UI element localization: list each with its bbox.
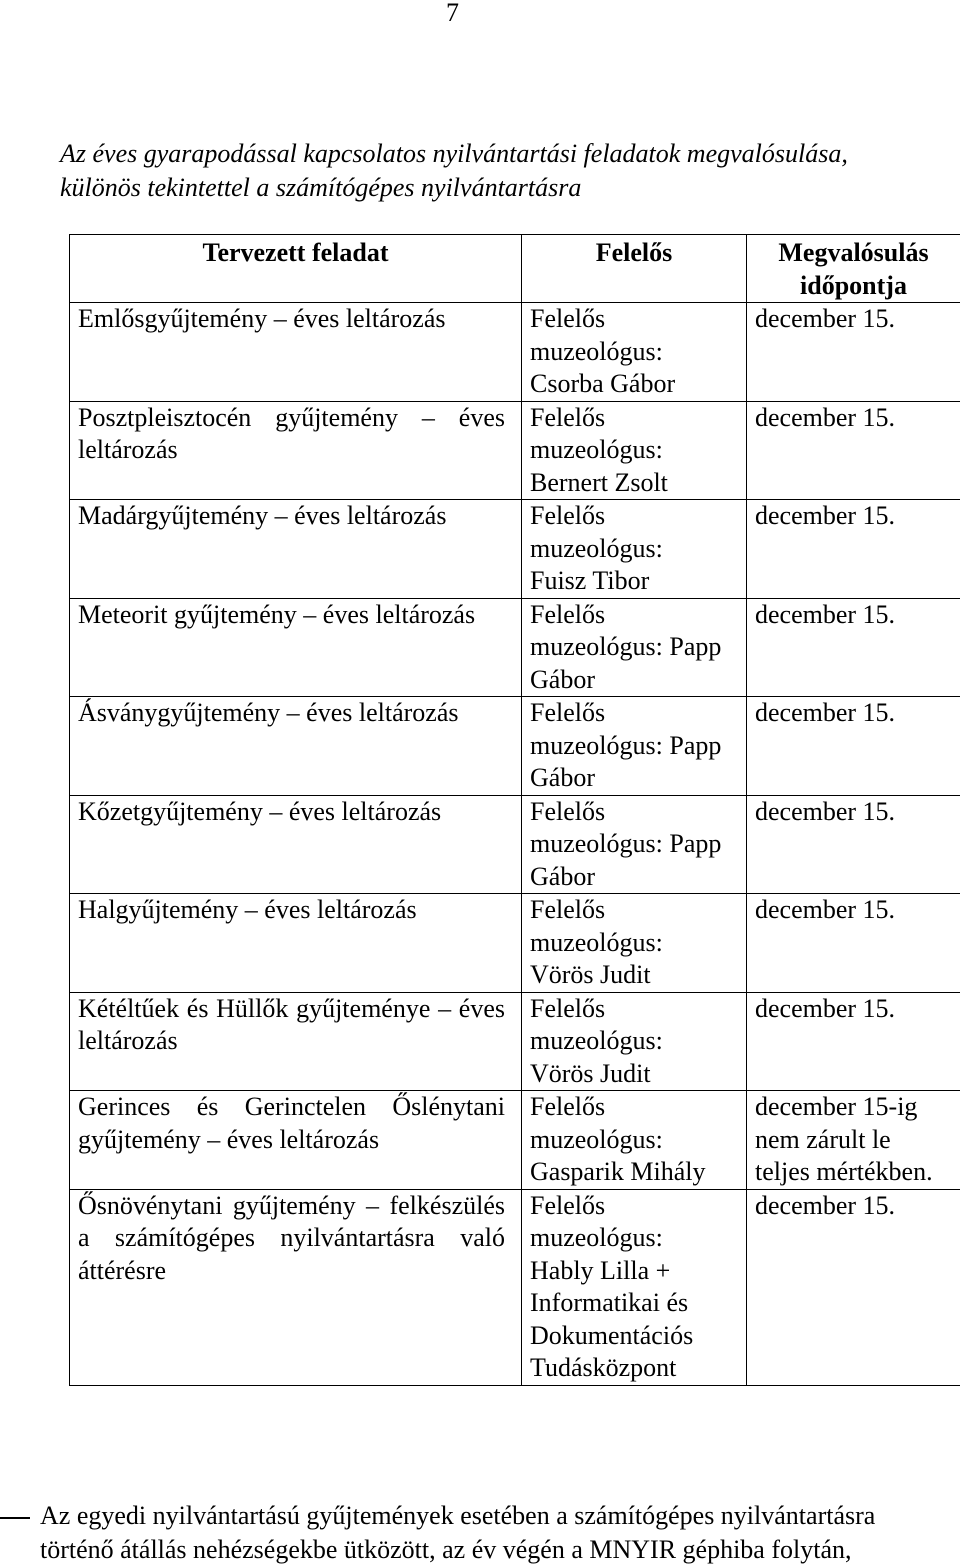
responsible-line: muzeológus: (530, 533, 740, 566)
responsible-line: Gábor (530, 861, 740, 894)
responsible-cell (522, 303, 747, 402)
responsible-line: Felelős (530, 500, 740, 533)
footnote-dash (0, 1517, 30, 1519)
date-line: december 15. (755, 796, 960, 829)
responsible-line: muzeológus: (530, 1124, 740, 1157)
task-cell: Posztpleisztocén gyűjtemény – éves leltározás (70, 401, 522, 500)
responsible-line: Felelős (530, 599, 740, 632)
task-cell: Gerinces és Gerinctelen Őslénytani gyűjtemény – éves leltározás (70, 1091, 522, 1190)
table-row (70, 598, 960, 697)
task-cell: Emlősgyűjtemény – éves leltározás (70, 303, 522, 402)
responsible-line: Vörös Judit (530, 959, 740, 992)
footnote-line-2: történő átállás nehézségekbe ütközött, az év végén a MNYIR géphiba folytán, (40, 1533, 960, 1567)
header-date-line-1: Megvalósulás (747, 237, 960, 270)
date-line: december 15-ig (755, 1091, 960, 1124)
responsible-line: muzeológus: (530, 927, 740, 960)
responsible-line: muzeológus: (530, 1222, 740, 1255)
responsible-line: Gábor (530, 762, 740, 795)
responsible-cell (522, 1091, 747, 1190)
responsible-cell (522, 894, 747, 993)
task-cell: Kétéltűek és Hüllők gyűjteménye – éves leltározás (70, 992, 522, 1091)
responsible-line: muzeológus: (530, 434, 740, 467)
responsible-cell (522, 500, 747, 599)
responsible-cell (522, 598, 747, 697)
date-line: nem zárult le (755, 1124, 960, 1157)
responsible-line: Felelős (530, 1190, 740, 1223)
date-cell (747, 992, 960, 1091)
task-cell: Madárgyűjtemény – éves leltározás (70, 500, 522, 599)
table-row (70, 1189, 960, 1385)
date-cell (747, 795, 960, 894)
responsible-line: Bernert Zsolt (530, 467, 740, 500)
footnote (0, 1499, 960, 1567)
date-cell (747, 500, 960, 599)
table-row (70, 795, 960, 894)
date-cell (747, 1189, 960, 1385)
date-cell (747, 303, 960, 402)
responsible-line: Felelős (530, 1091, 740, 1124)
responsible-cell (522, 1189, 747, 1385)
table-row (70, 894, 960, 993)
table-row (70, 401, 960, 500)
table-header-row (70, 235, 960, 303)
task-cell: Ősnövénytani gyűjtemény – felkészülés a számítógépes nyilvántartásra való áttérésre (70, 1189, 522, 1385)
task-cell: Kőzetgyűjtemény – éves leltározás (70, 795, 522, 894)
table-body (70, 303, 960, 1386)
responsible-line: muzeológus: (530, 336, 740, 369)
table-row (70, 303, 960, 402)
responsible-line: Hably Lilla + (530, 1255, 740, 1288)
responsible-line: Felelős (530, 796, 740, 829)
responsible-line: Informatikai és (530, 1287, 740, 1320)
header-date (747, 235, 960, 303)
section-heading-line-2: különös tekintettel a számítógépes nyilvántartásra (60, 171, 940, 205)
date-line: december 15. (755, 500, 960, 533)
date-line: december 15. (755, 993, 960, 1026)
responsible-line: muzeológus: (530, 1025, 740, 1058)
date-cell (747, 894, 960, 993)
responsible-line: Dokumentációs (530, 1320, 740, 1353)
responsible-line: muzeológus: Papp (530, 631, 740, 664)
responsible-line: Felelős (530, 894, 740, 927)
responsible-cell (522, 401, 747, 500)
responsible-line: Felelős (530, 303, 740, 336)
page-number: 7 (446, 0, 459, 28)
responsible-line: muzeológus: Papp (530, 730, 740, 763)
date-cell (747, 598, 960, 697)
date-line: teljes mértékben. (755, 1156, 960, 1189)
responsible-line: Felelős (530, 402, 740, 435)
footnote-line-1: Az egyedi nyilvántartású gyűjtemények esetében a számítógépes nyilvántartásra (40, 1499, 960, 1533)
tasks-table (69, 234, 960, 1386)
date-line: december 15. (755, 599, 960, 632)
date-line: december 15. (755, 1190, 960, 1223)
date-cell (747, 697, 960, 796)
table-row (70, 500, 960, 599)
header-task: Tervezett feladat (70, 235, 522, 303)
responsible-line: Gábor (530, 664, 740, 697)
date-line: december 15. (755, 894, 960, 927)
task-cell: Halgyűjtemény – éves leltározás (70, 894, 522, 993)
header-responsible: Felelős (522, 235, 747, 303)
responsible-cell (522, 992, 747, 1091)
responsible-line: Tudásközpont (530, 1352, 740, 1385)
responsible-line: Gasparik Mihály (530, 1156, 740, 1189)
responsible-cell (522, 697, 747, 796)
date-cell (747, 401, 960, 500)
date-cell (747, 1091, 960, 1190)
section-heading-line-1: Az éves gyarapodással kapcsolatos nyilvántartási feladatok megvalósulása, (60, 137, 940, 171)
responsible-cell (522, 795, 747, 894)
responsible-line: Csorba Gábor (530, 368, 740, 401)
responsible-line: Felelős (530, 697, 740, 730)
responsible-line: Felelős (530, 993, 740, 1026)
table-row (70, 697, 960, 796)
responsible-line: Fuisz Tibor (530, 565, 740, 598)
task-cell: Meteorit gyűjtemény – éves leltározás (70, 598, 522, 697)
date-line: december 15. (755, 303, 960, 336)
responsible-line: muzeológus: Papp (530, 828, 740, 861)
responsible-line: Vörös Judit (530, 1058, 740, 1091)
section-heading (60, 137, 940, 205)
table-row (70, 1091, 960, 1190)
date-line: december 15. (755, 402, 960, 435)
date-line: december 15. (755, 697, 960, 730)
header-date-line-2: időpontja (747, 270, 960, 303)
table-row (70, 992, 960, 1091)
task-cell: Ásványgyűjtemény – éves leltározás (70, 697, 522, 796)
